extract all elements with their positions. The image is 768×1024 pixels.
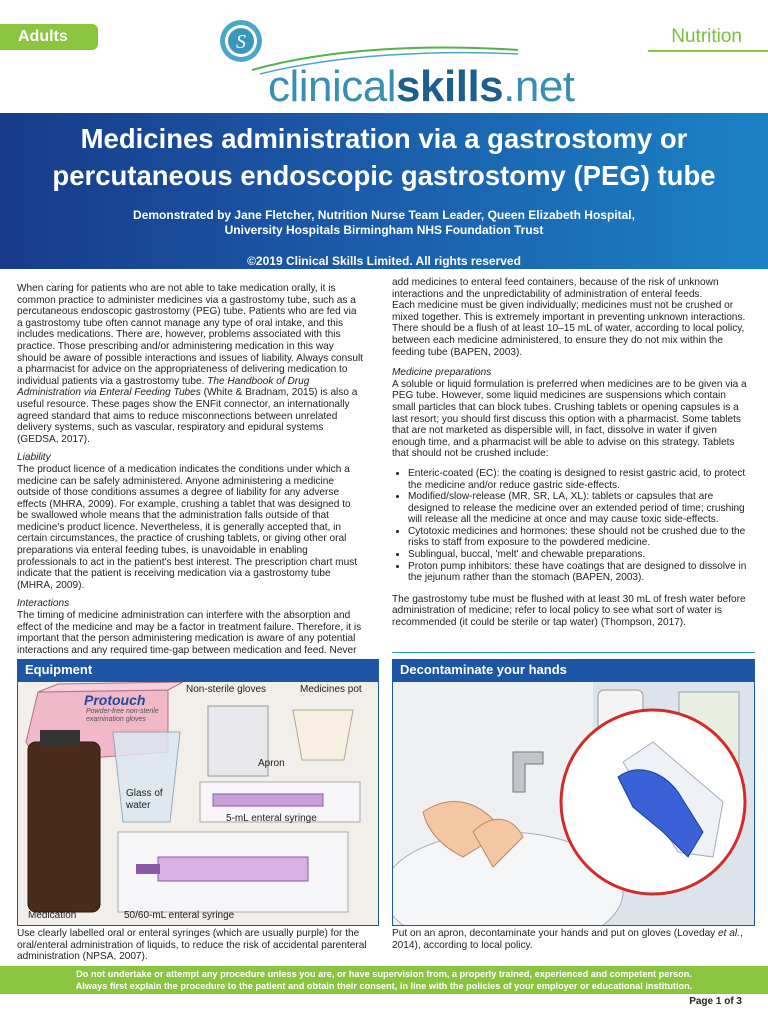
decontaminate-heading: Decontaminate your hands [392,659,755,681]
flush-paragraph: The gastrostomy tube must be flushed with at least 30 mL of fresh water before administration of medicine; refer to local policy to see what sort of water is recommended (it could be sterile or tap water) (Thompson, 2017). [392,593,746,629]
logo-part-skills: skills [396,62,504,111]
label-syringe-50ml: 50/60-mL enteral syringe [124,910,235,921]
list-item: • Cytotoxic medicines and hormones: these should not be crushed due to the risks to staff from exposure to the powdered medicine. [408,526,747,549]
category-tab: Adults [0,24,98,50]
svg-text:S: S [236,31,246,53]
liability-paragraph: The product licence of a medication indicates the conditions under which a medicine can be safely administered. Anyone administering a medicine outside of those conditions assumes a degree of liability for any adverse effects (MHRA, 2009). For example, crushing a tablet that was designed to be swallowed whole means that the administration falls outside of that medicine's product licence. Nevertheless, it is generally accepted that, in certain circumstances, the practice of crushing tablets, or giving other oral preparations via enteral feeding tubes, is unavoidable in enabling professionals to act in the patient's best interest. The prescription chart must indicate that the patient is receiving medication via a gastrostomy tube (MHRA, 2009). [17,463,358,591]
handwash-drawing [393,682,754,925]
label-syringe-5ml: 5-mL enteral syringe [226,813,317,824]
label-glass: Glass of water [126,788,163,811]
liability-heading: Liability [17,452,51,464]
decontaminate-illustration [392,681,755,926]
copyright-notice: ©2019 Clinical Skills Limited. All rights reserved [247,254,521,268]
intro-text: When caring for patients who are not able to take medication orally, it is common practice to administer medicines via a gastrostomy tube, such as a percutaneous endoscopic gastrostomy (PEG) tube. Patients who are fed via a gastrostomy tube often cannot manage any type of oral intake, and this includes medications. There are, however, problems associated with this practice. Those prescribing and/or administering medication in this way should be aware of possible interactions and issues of liability. Always consult a pharmacist for advice on the appropriateness of delivering medication to individual patients via a gastrostomy tube. [17,283,363,387]
equipment-drawing [18,682,378,925]
footer-line-2: Always first explain the procedure to the patient and obtain their consent, in line with the policies of your employer or educational institution. [75,981,693,991]
interactions-paragraph: The timing of medicine administration can interfere with the absorption and effect of the medicine and may be a factor in treatment failure. Therefore, it is important that the person administering medication is aware of any potential interactions and any required time-gap between medication and feed. Never [17,610,362,656]
intro-paragraph [17,283,363,445]
glove-box-sub-2: examination gloves [86,716,146,723]
byline-line-1: Demonstrated by Jane Fletcher, Nutrition Nurse Team Leader, Queen Elizabeth Hospital, [133,208,635,222]
intro-text-end: (White & Bradnam, 2015) is also a useful resource. These pages show the ENFit connector, an internationally agreed standard that aims to reduce misconnections between unrelated delivery systems, such as vascular, respiratory and epidural systems (GEDSA, 2017). [17,387,358,445]
topic-underline [648,50,768,52]
equipment-illustration [17,681,379,926]
equipment-heading: Equipment [17,659,379,681]
footer-line-1: Do not undertake or attempt any procedure unless you are, or have supervision from, a properly trained, experienced and competent person. [76,969,692,979]
preparations-paragraph: A soluble or liquid formulation is preferred when medicines are to be given via a PEG tube. However, some liquid medicines are suspensions which contain small particles that can block tubes. Crushing tablets or opening capsules is a last resort; you should first discuss this option with a pharmacist. Some tablets that are not marketed as dispersible will, in fact, dissolve in water if given enough time, and a pharmacist will be able to advise on this strategy. Tablets that should not be crushed include: [392,378,747,460]
list-item: • Sublingual, buccal, 'melt' and chewable preparations. [408,549,747,561]
list-item: • Enteric-coated (EC): the coating is designed to resist gastric acid, to protect the medicine and/or reduce gastric side-effects. [408,468,747,491]
handbook-title: The Handbook of Drug Administration via Enteral Feeding Tubes [17,375,310,399]
label-medication: Medication [28,910,77,921]
equipment-caption: Use clearly labelled oral or enteral syringes (which are usually purple) for the oral/enteral administration of liquids, to reduce the risk of accidental parenteral administration (NPSA, 2007). [17,928,367,963]
glove-box-sub-1: Powder-free non-sterile [86,708,159,715]
caption-text-end: , 2014), according to local policy. [392,928,743,951]
preparations-heading: Medicine preparations [392,367,492,379]
decontaminate-caption [392,928,752,951]
page-title: Medicines administration via a gastrostomy or percutaneous endoscopic gastrostomy (PEG) tube [52,123,716,191]
interactions-continued-1: add medicines to enteral feed containers, because of the risk of unknown interactions and the unpredictability of administration of enteral feeds. [392,277,719,300]
safety-footer [0,966,768,994]
no-crush-list [392,468,747,584]
interactions-heading: Interactions [17,598,70,610]
logo-part-clinical: clinical [268,62,397,111]
list-item: • Modified/slow-release (MR, SR, LA, XL): tablets or capsules that are designed to release the medicine over an extended period of time; crushing will release all the medicine at once and may cause toxic side-effects. [408,491,747,526]
right-text-column [392,277,747,636]
label-gloves: Non-sterile gloves [186,684,267,695]
left-text-column [17,283,363,663]
interactions-continued-2: Each medicine must be given individually; medicines must not be crushed or mixed together. This is extremely important in preventing unknown interactions. There should be a flush of at least 10–15 mL of water, according to local policy, between each medicine administered, to ensure they do not mix within the feeding tube (BAPEN, 2003). [392,300,746,358]
title-banner [0,113,768,269]
site-logo [268,62,575,112]
page-number: Page 1 of 3 [689,996,742,1007]
label-pot: Medicines pot [300,684,362,695]
list-item: • Proton pump inhibitors: these have coatings that are designed to dissolve in the jejunum rather than the stomach (BAPEN, 2003). [408,561,747,584]
glove-box-brand: Protouch [84,692,146,708]
caption-text: Put on an apron, decontaminate your hands and put on gloves (Loveday [392,928,716,939]
logo-part-net: .net [503,62,575,111]
topic-label: Nutrition [671,26,742,47]
byline-line-2: University Hospitals Birmingham NHS Foundation Trust [224,223,544,237]
label-apron: Apron [258,758,285,769]
caption-et-al: et al. [718,928,740,939]
section-divider [392,652,755,653]
